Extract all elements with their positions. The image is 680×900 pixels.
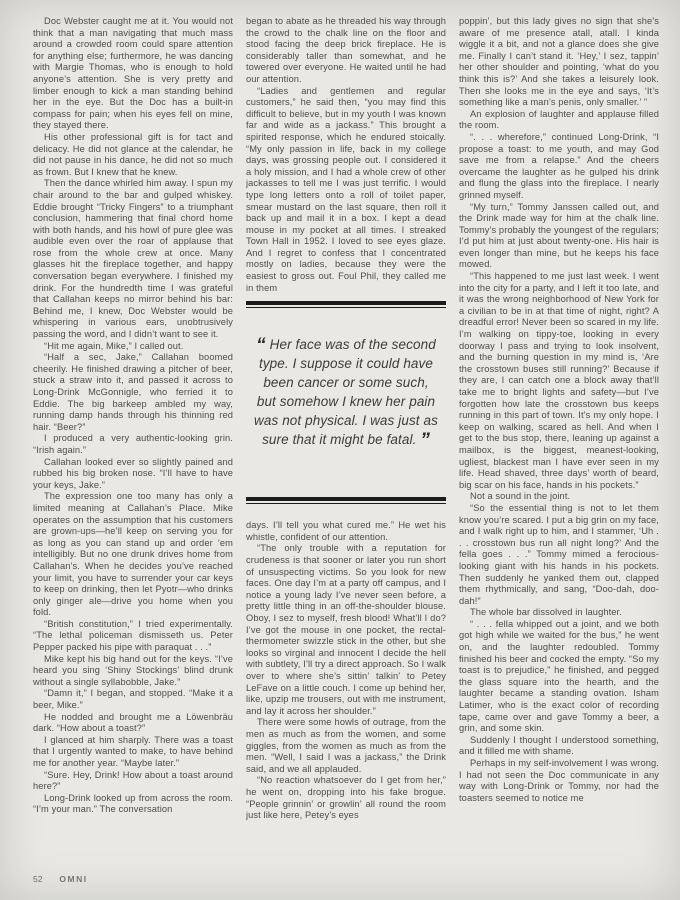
rule-thick-bar	[246, 497, 446, 501]
body-paragraph: Perhaps in my self-involvement I was wrong. I had not seen the Doc communicate in any way with Long-Drink or Tommy, nor had the toasters seemed to notice me	[459, 758, 659, 803]
body-paragraph: An explosion of laughter and applause filled the room.	[459, 108, 659, 131]
body-paragraph: “British constitution,” I tried experimentally. “The lethal policeman dismisseth us. Peter Pepper packed his pipe with paraquat . . .”	[33, 618, 233, 653]
body-paragraph: He nodded and brought me a Löwenbräu dark. “How about a toast?”	[33, 711, 233, 734]
close-quote-icon: ”	[420, 430, 430, 452]
body-paragraph: “So the essential thing is not to let them know you’re scared. I put a big grin on my face, and I walk right up to him, and I stammer, ‘Uh . . . crosstown bus run all night long?’ And the fella goes . . .” Tommy mimed a ferocious-looking giant with his hands in his pockets. Then suddenly he yanked them out, clapped them rhythmically, and sang, “Doo-dah, doo-dah!”	[459, 502, 659, 606]
body-paragraph: “ . . . fella whipped out a joint, and we both got high while we waited for the bus,” he went on, and the laughter redoubled. Tommy finished his beer and cocked the empty. “So my toast is to prejudice,” he finished, and pegged the glass square into the hearth, and the laughter became a standing ovation. Isham Latimer, who is the exact color of recording tape, came over and gave Tommy a beer, a grin, and some skin.	[459, 618, 659, 734]
body-paragraph: “Damn it,” I began, and stopped. “Make it a beer, Mike.”	[33, 688, 233, 711]
page-number: 52	[33, 874, 43, 884]
body-paragraph: “The only trouble with a reputation for crudeness is that sooner or later you run short of unsuspecting victims. So you look for new faces. One day I’m at a party off campus, and I notice a young lady I’ve never seen before, a pretty little thing in an off-the-shoulder blouse. Oboy, I sez to myself, fresh blood! What’ll I do? I’ve got the mouse in one pocket, the rectal-thermometer swizzle stick in the other, but she looks so virginal and innocent I decide the hell with subtlety, I’ll try a direct approach. So I walk over to where she’s sittin’ talkin’ to Petey LeFave on a little couch. I come up behind her, like, upzip me trousers, out with me instrument, and lay it across her shoulder.”	[246, 543, 446, 716]
body-paragraph: “No reaction whatsoever do I get from her,” he went on, dropping into his fake brogue. “People grinnin’ or growlin’ all round the room just like here, Petey’s eyes	[246, 775, 446, 821]
body-paragraph: “Ladies and gentlemen and regular customers,” he said then, “you may find this difficult to believe, but in my youth I was known far and wide as a jackass.” This brought a spirited response, which he endured stoically. “My only passion in life, back in my college days, was grossing people out. I considered it a holy mission, and I had a whole crew of other jackasses to tell me I was just terrific. I would type long letters onto a roll of toilet paper, smear mustard on the last square, then roll it back up and mail it in a box. I kept a dead mouse in my pocket at all times. I streaked Town Hall in 1952. I loved to see eyes glaze. And I regret to confess that I concentrated mostly on ladies, because they were the easiest to gross out. Foul Phil, they called me in them	[246, 85, 446, 293]
body-paragraph: “This happened to me just last week. I went into the city for a party, and I left it too late, and it was the wrong neighborhood of New York for a civilian to be in at that time of night, right? A dreadful error! Never been so scared in my life. I’m walking on tippy-toe, looking in every doorway I pass and trying to look insolvent, and the burning question in my mind is, ‘Are the crosstown buses still running?’ Because if they are, I can catch one a block away that’ll take me to bright lights and safety—but I’ve forgotten how late the crosstown bus keeps running in this part of town. It’s my only hope. I keep on walking, scared as hell. And when I get to the bus stop, there, leaning up against a mailbox, is the biggest, meanest-looking, ugliest, blackest man I have ever seen in my life. Head shaved, three days’ worth of beard, big scar on his face, hands in his pockets.”	[459, 271, 659, 490]
body-paragraph: “Hit me again, Mike,” I called out.	[44, 340, 184, 351]
text-column-3	[459, 16, 659, 862]
body-paragraph: His other professional gift is for tact and delicacy. He did not glance at the calendar, he did not pause in his dance, he did not so much as frown. But I knew that he knew.	[33, 131, 233, 177]
pull-quote-bottom-rule	[246, 497, 446, 504]
open-quote-icon: “	[256, 335, 266, 357]
body-paragraph: Mike kept his big hand out for the keys. “I’ve heard you sing ‘Shiny Stockings’ blind drunk without a single syllabobble, Jake.”	[33, 653, 233, 687]
body-paragraph: Long-Drink looked up from across the room. “I’m your man.” The conversation	[33, 792, 233, 815]
text-column-2	[246, 16, 446, 862]
body-paragraph: “. . . wherefore,” continued Long-Drink, “I propose a toast: to me youth, and may God save me from a relapse.” And the cheers overcame the laughter as he gulped his drink and flung the glass into the fireplace. I nearly grinned myself.	[459, 131, 659, 200]
body-paragraph: There were some howls of outrage, from the men as much as from the women, and some giggles, from the women as much as from the men. “Well, I said I was a jackass,” the Drink said, and we all applauded.	[246, 717, 446, 774]
body-paragraph: “My turn,” Tommy Janssen called out, and the Drink made way for him at the chalk line. Tommy’s probably the youngest of the regulars; I’d put him at just about twenty-one. His hair is even longer than mine, but he keeps his face mowed.	[459, 201, 659, 270]
pull-quote-top-rule	[246, 301, 446, 308]
body-paragraph: Suddenly I thought I understood something, and it filled me with shame.	[459, 734, 659, 757]
body-paragraph: Not a sound in the joint.	[470, 491, 571, 502]
rule-thick-bar	[246, 301, 446, 305]
magazine-title: OMNI	[59, 874, 88, 884]
body-paragraph: “Half a sec, Jake,” Callahan boomed cheerily. He finished drawing a pitcher of beer, stuck a straw into it, and passed it across to Long-Drink McGonnigle, who ferried it to Eddie. The big barkeep ambled my way, running damp hands through his thinning red hair. “Beer?”	[33, 352, 233, 432]
body-paragraph: The whole bar dissolved in laughter.	[470, 607, 622, 618]
text-columns	[33, 16, 666, 862]
page-footer	[33, 874, 88, 884]
pull-quote-text: Her face was of the second type. I suppose it could have been cancer or some such, but somehow I knew her pain was not physical. I was just as sure that it might be fatal.	[254, 337, 438, 448]
body-paragraph: Then the dance whirled him away. I spun my chair around to the bar and gulped whiskey. Eddie brought “Tricky Fingers” to a triumphant conclusion, hammering that final chord home with both hands, and his howl of pure glee was audible even over the roar of applause that rose from the whole crew at once. Many glasses hit the fireplace together, and happy conversation began everywhere. I finished my drink. For the hundredth time I was grateful that Callahan keeps no mirror behind his bar: Behind me, I knew, Doc Webster would be whispering in various ears, unobtrusively passing the word, and I didn’t want to see it.	[33, 178, 233, 340]
body-paragraph: The expression one too many has only a limited meaning at Callahan’s Place. Mike operates on the assumption that his customers are grown-ups—he’ll keep on serving you for as long as you can stand up and order ’em intelligibly. But no one drunk drives home from Callahan’s. When he decides you’ve reached your limit, you have to surrender your car keys to keep on drinking, then let Pyotr—who drinks only ginger ale—drive you home when you fold.	[33, 491, 233, 618]
body-paragraph: days. I’ll tell you what cured me.” He wet his whistle, confident of our attention.	[246, 520, 446, 542]
text-column-1	[33, 16, 233, 862]
spacer	[246, 504, 446, 520]
body-paragraph: Doc Webster caught me at it. You would not think that a man navigating that much mass around a crowded room could spare attention for anything else; furthermore, he was dancing with Margie Thomas, who is enough to hold anyone’s attention. She is very pretty and limber enough to kick a man standing behind her in the eye. But the Doc has a built-in compass for pain; when his eyes fell on mine, they stayed there.	[33, 16, 233, 131]
pull-quote-block	[246, 301, 446, 520]
body-paragraph: I glanced at him sharply. There was a toast that I urgently wanted to make, to have behind me for another year. “Maybe later.”	[33, 734, 233, 768]
body-paragraph: “Sure. Hey, Drink! How about a toast around here?”	[33, 769, 233, 792]
pull-quote	[246, 308, 446, 497]
body-paragraph: Callahan looked ever so slightly pained and rubbed his big broken nose. “I’ll have to have your keys, Jake.”	[33, 456, 233, 490]
body-paragraph: I produced a very authentic-looking grin. “Irish again.”	[33, 433, 233, 455]
body-paragraph: poppin’, but this lady gives no sign that she’s aware of me presence atall, atall. I kinda wiggle it a bit, and not a glance does she give me. Finally I can’t stand it. ‘Hey,’ I sez, tappin’ her other shoulder and pointing, ‘what do you think this is?’ And she takes a leisurely look. Then she looks me in the eye and says, ‘It’s something like a man’s penis, only smaller.’ ”	[459, 16, 659, 108]
body-paragraph: began to abate as he threaded his way through the crowd to the chalk line on the floor and stood facing the deep brick fireplace. He is considerably taller than somewhat, and he towered over everyone. He waited until he had our attention.	[246, 16, 446, 84]
